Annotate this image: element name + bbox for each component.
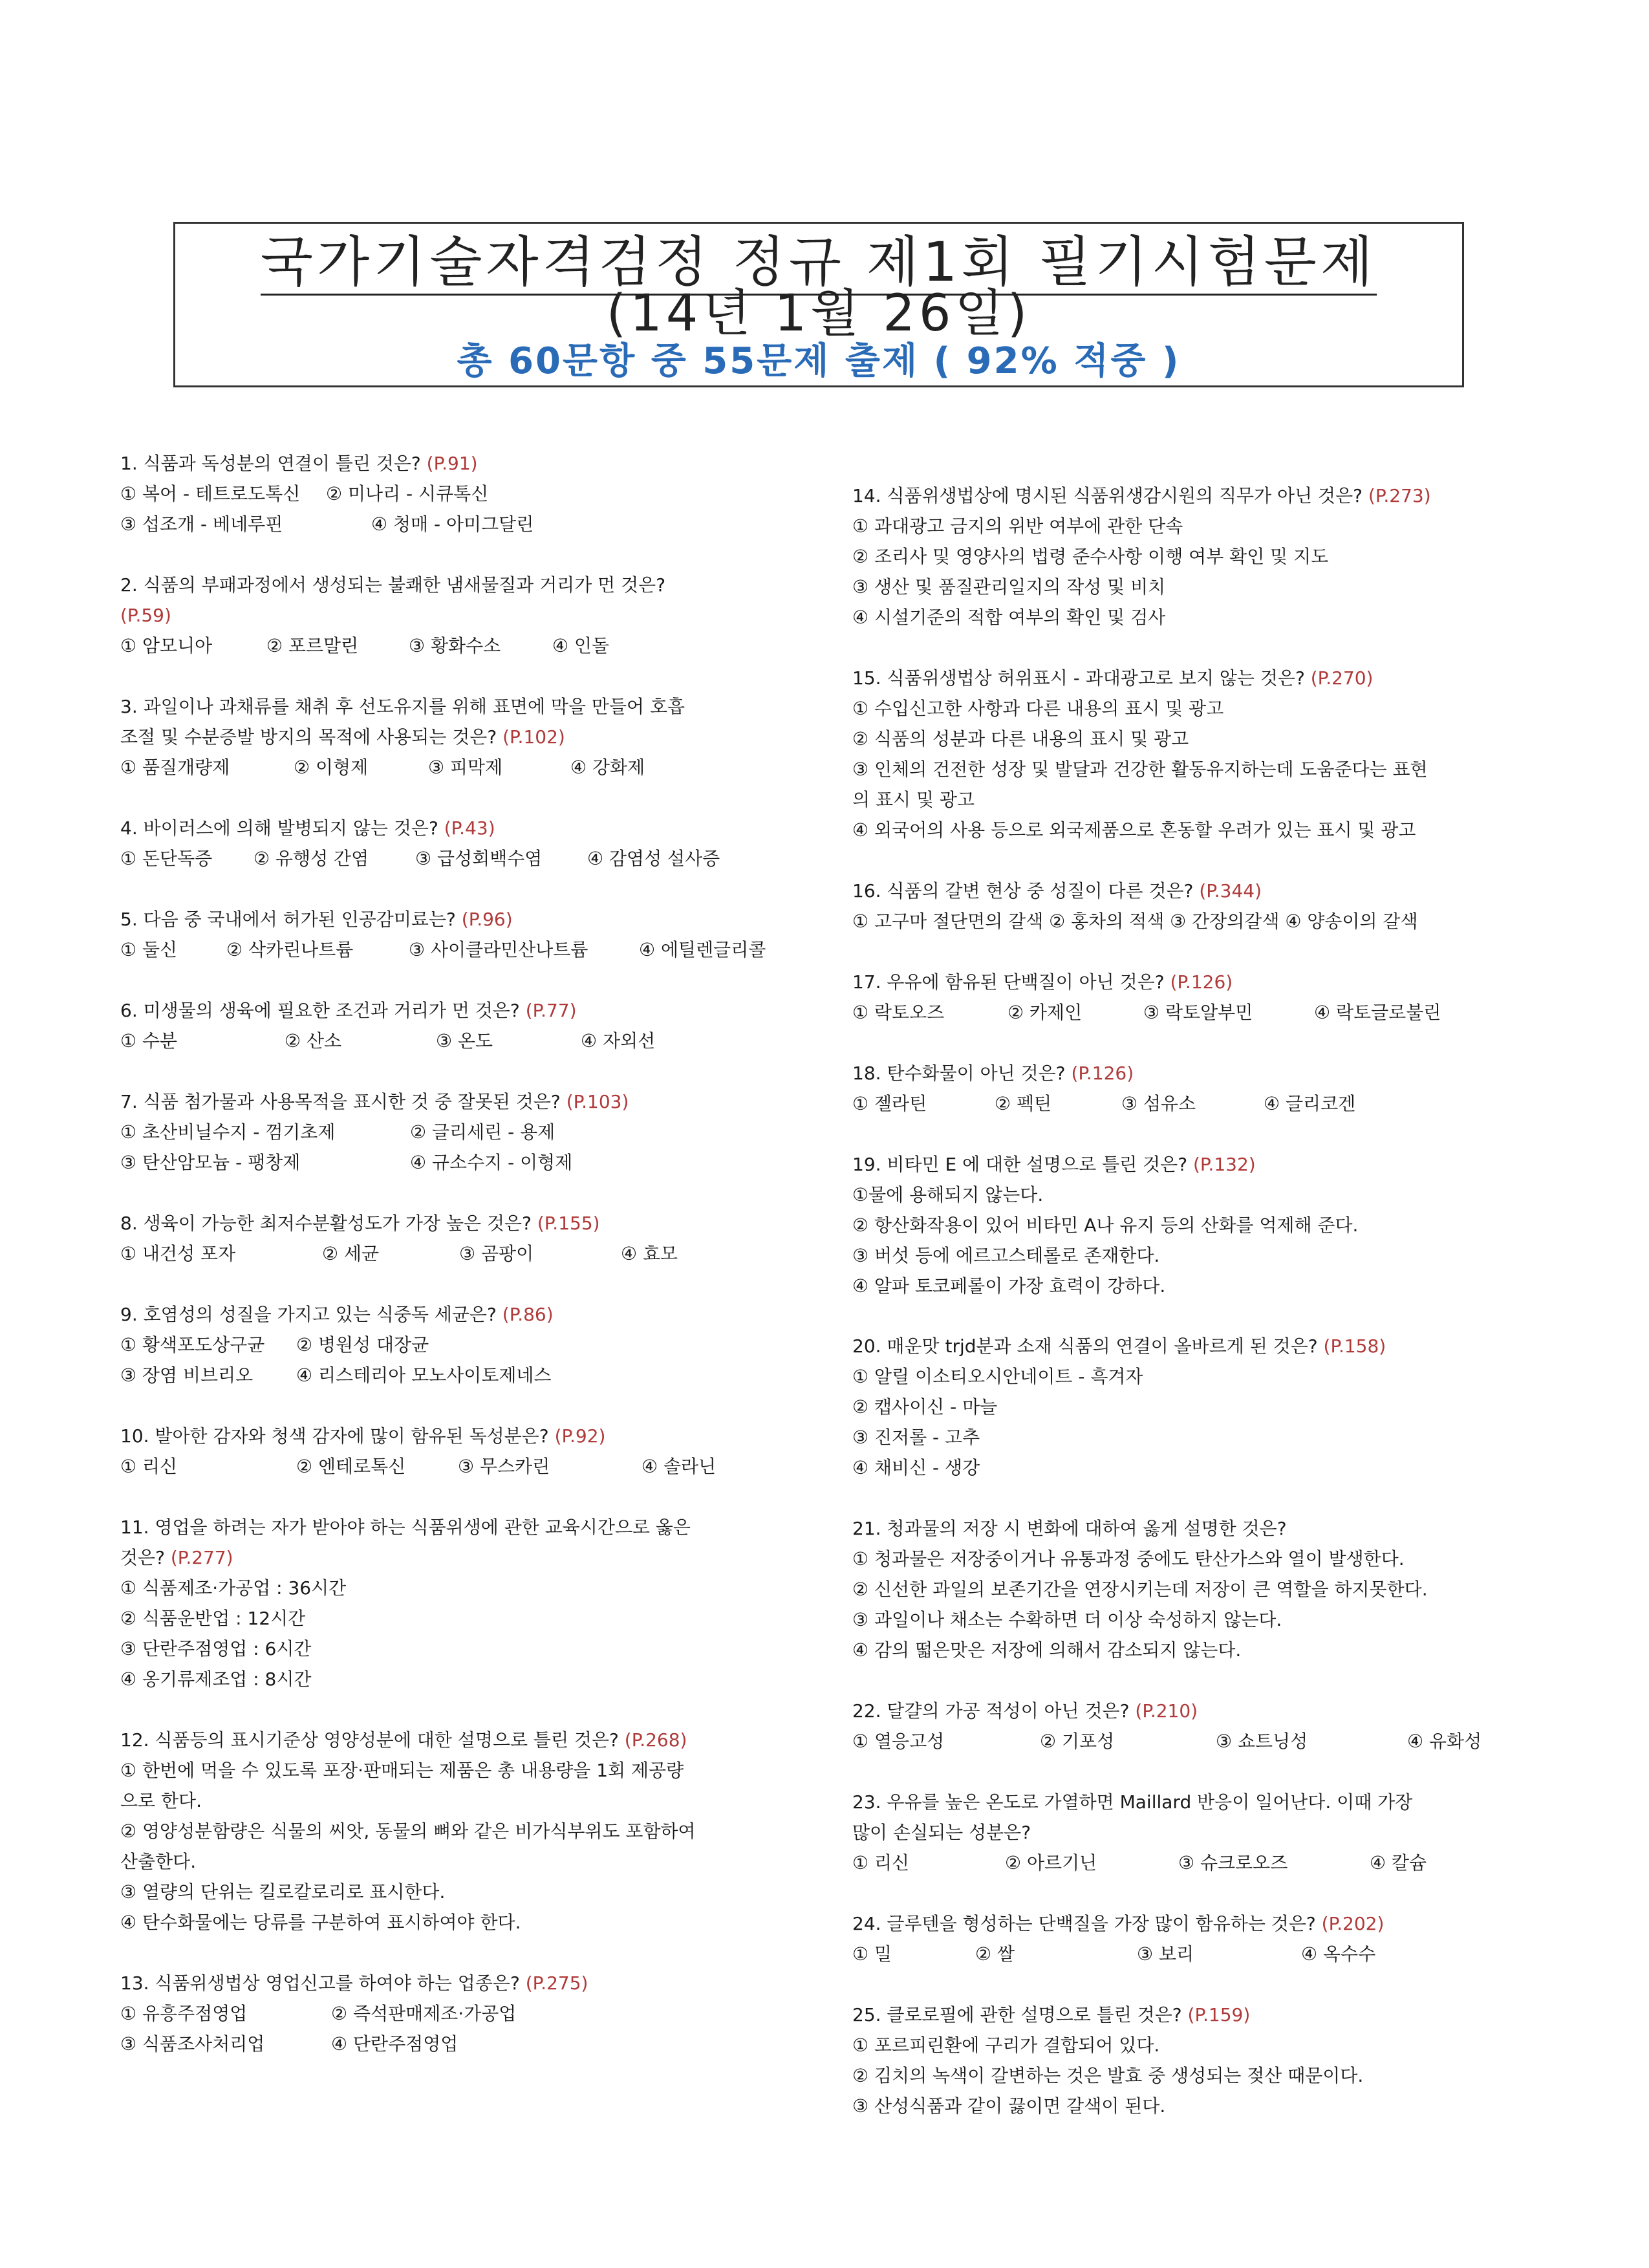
option-1: ① 식품제조·가공업 : 36시간 <box>120 1577 347 1599</box>
option-3: ③ 황화수소 <box>409 635 501 656</box>
question-text: 24. 글루텐을 형성하는 단백질을 가장 많이 함유하는 것은? <box>852 1913 1316 1934</box>
option-1: ① 유흥주점영업 <box>120 2003 248 2024</box>
option-4: ④ 외국어의 사용 등으로 외국제품으로 혼동할 우려가 있는 표시 및 광고 <box>852 819 1416 841</box>
option-2: ② 아르기닌 <box>1005 1852 1097 1874</box>
page-ref: (P.91) <box>426 453 478 474</box>
option-2: ② 캡사이신 - 마늘 <box>852 1396 998 1418</box>
page-ref: (P.270) <box>1310 667 1374 689</box>
option-3: ③ 피막제 <box>428 757 503 778</box>
option-1: ① 리신 <box>852 1852 910 1874</box>
option-2: ② 영양성분함량은 식물의 씨앗, 동물의 뼈와 같은 비가식부위도 포함하여 <box>120 1820 696 1842</box>
option-3: ③ 과일이나 채소는 수확하면 더 이상 숙성하지 않는다. <box>852 1609 1282 1630</box>
question-text: 2. 식품의 부패과정에서 생성되는 불쾌한 냄새물질과 거리가 먼 것은? <box>120 574 666 596</box>
option-2: ② 식품의 성분과 다른 내용의 표시 및 광고 <box>852 728 1189 750</box>
option-4: ④ 청매 - 아미그달린 <box>371 513 534 535</box>
page-ref: (P.96) <box>461 909 513 930</box>
exam-date: (14년 1월 26일) <box>606 285 1031 343</box>
option-1: ① 초산비닐수지 - 껌기초제 <box>120 1121 336 1143</box>
question-1 <box>120 448 799 539</box>
option-3: ③ 식품조사처리업 <box>120 2033 265 2055</box>
page-ref: (P.159) <box>1187 2004 1251 2025</box>
option-4: ④ 효모 <box>621 1243 678 1264</box>
option-2: ② 산소 <box>285 1030 342 1052</box>
question-8 <box>120 1208 799 1269</box>
option-1: ① 돈단독증 <box>120 848 213 869</box>
option-3: ③ 사이클라민산나트륨 <box>409 939 588 960</box>
question-20 <box>852 1331 1551 1483</box>
question-text: 18. 탄수화물이 아닌 것은? <box>852 1063 1066 1084</box>
option-2: ② 펙틴 <box>995 1093 1052 1114</box>
option-3: ③ 진저롤 - 고추 <box>852 1427 980 1448</box>
option-2: ② 엔테로톡신 <box>296 1456 406 1477</box>
option-4: ④ 에틸렌글리콜 <box>639 939 766 960</box>
option-4: ④ 칼슘 <box>1370 1852 1427 1874</box>
question-19 <box>852 1149 1551 1301</box>
question-text: 11. 영업을 하려는 자가 받아야 하는 식품위생에 관한 교육시간으로 옳은 <box>120 1517 691 1538</box>
option-4: ④ 채비신 - 생강 <box>852 1457 980 1478</box>
option-1: ①물에 용해되지 않는다. <box>852 1184 1044 1205</box>
option-3: ③ 락토알부민 <box>1143 1002 1253 1023</box>
option-4: ④ 감염성 설사증 <box>587 848 720 869</box>
question-7 <box>120 1086 799 1178</box>
page-ref: (P.126) <box>1071 1063 1134 1084</box>
option-1: ① 복어 - 테트로도톡신 <box>120 483 301 504</box>
option-1: ① 암모니아 <box>120 635 213 656</box>
question-22 <box>852 1696 1551 1756</box>
option-4: ④ 인돌 <box>552 635 610 656</box>
option-2: ② 삭카린나트륨 <box>226 939 354 960</box>
option-3-cont: 의 표시 및 광고 <box>852 789 975 810</box>
question-text: 21. 청과물의 저장 시 변화에 대하여 옳게 설명한 것은? <box>852 1518 1287 1539</box>
question-text: 13. 식품위생법상 영업신고를 하여야 하는 업종은? <box>120 1972 520 1994</box>
option-1: ① 과대광고 금지의 위반 여부에 관한 단속 <box>852 515 1183 537</box>
option-3: ③ 장염 비브리오 <box>120 1365 253 1386</box>
option-3: ③ 탄산암모늄 - 팽창제 <box>120 1152 301 1173</box>
options-inline: ① 고구마 절단면의 갈색 ② 홍차의 적색 ③ 간장의갈색 ④ 양송이의 갈색 <box>852 911 1418 932</box>
option-3: ③ 섭조개 - 베네루핀 <box>120 513 283 535</box>
option-1: ① 락토오즈 <box>852 1002 945 1023</box>
option-4: ④ 락토글로불린 <box>1314 1002 1441 1023</box>
option-1: ① 내건성 포자 <box>120 1243 236 1264</box>
question-text: 1. 식품과 독성분의 연결이 틀린 것은? <box>120 453 421 474</box>
question-text: 22. 달걀의 가공 적성이 아닌 것은? <box>852 1700 1130 1722</box>
option-4: ④ 알파 토코페롤이 가장 효력이 강하다. <box>852 1275 1166 1297</box>
option-1: ① 젤라틴 <box>852 1093 927 1114</box>
question-13 <box>120 1968 799 2059</box>
exam-summary: 총 60문항 중 55문제 출제 ( 92% 적중 ) <box>457 340 1181 382</box>
option-4: ④ 감의 떫은맛은 저장에 의해서 감소되지 않는다. <box>852 1639 1242 1661</box>
option-2: ② 미나리 - 시큐톡신 <box>326 483 489 504</box>
page-ref: (P.43) <box>444 817 495 839</box>
question-text: 8. 생육이 가능한 최저수분활성도가 가장 높은 것은? <box>120 1213 532 1234</box>
page-ref: (P.92) <box>554 1425 606 1447</box>
question-24 <box>852 1908 1551 1969</box>
option-3: ③ 열량의 단위는 킬로칼로리로 표시한다. <box>120 1881 446 1903</box>
question-16 <box>852 876 1551 936</box>
question-17 <box>852 967 1551 1028</box>
option-1: ① 청과물은 저장중이거나 유통과정 중에도 탄산가스와 열이 발생한다. <box>852 1548 1405 1570</box>
question-text-cont: 많이 손실되는 성분은? <box>852 1822 1031 1843</box>
option-4: ④ 시설기준의 적합 여부의 확인 및 검사 <box>852 607 1166 628</box>
option-3: ③ 쇼트닝성 <box>1216 1731 1308 1752</box>
page-ref: (P.268) <box>624 1729 687 1751</box>
option-2: ② 김치의 녹색이 갈변하는 것은 발효 중 생성되는 젖산 때문이다. <box>852 2065 1364 2086</box>
option-2: ② 항산화작용이 있어 비타민 A나 유지 등의 산화를 억제해 준다. <box>852 1215 1359 1236</box>
option-3: ③ 단란주점영업 : 6시간 <box>120 1638 312 1659</box>
question-9 <box>120 1299 799 1390</box>
option-3: ③ 생산 및 품질관리일지의 작성 및 비치 <box>852 576 1166 598</box>
option-2: ② 즉석판매제조·가공업 <box>331 2003 517 2024</box>
page-ref: (P.86) <box>502 1304 554 1325</box>
option-1: ① 둘신 <box>120 939 178 960</box>
option-1: ① 리신 <box>120 1456 178 1477</box>
option-2: ② 조리사 및 영양사의 법령 준수사항 이행 여부 확인 및 지도 <box>852 546 1329 567</box>
page-ref: (P.277) <box>170 1547 233 1568</box>
option-1: ① 황색포도상구균 <box>120 1334 265 1355</box>
option-1: ① 포르피린환에 구리가 결합되어 있다. <box>852 2035 1160 2056</box>
question-5 <box>120 904 799 965</box>
question-text: 12. 식품등의 표시기준상 영양성분에 대한 설명으로 틀린 것은? <box>120 1729 619 1751</box>
question-text: 3. 과일이나 과채류를 채취 후 선도유지를 위해 표면에 막을 만들어 호흡 <box>120 696 685 717</box>
question-text: 9. 호염성의 성질을 가지고 있는 식중독 세균은? <box>120 1304 497 1325</box>
option-4: ④ 유화성 <box>1407 1731 1482 1752</box>
option-1: ① 한번에 먹을 수 있도록 포장·판매되는 제품은 총 내용량을 1회 제공량 <box>120 1760 684 1781</box>
question-text: 7. 식품 첨가물과 사용목적을 표시한 것 중 잘못된 것은? <box>120 1091 561 1112</box>
question-text: 19. 비타민 E 에 대한 설명으로 틀린 것은? <box>852 1154 1188 1175</box>
page-ref: (P.202) <box>1321 1913 1385 1934</box>
question-text: 6. 미생물의 생육에 필요한 조건과 거리가 먼 것은? <box>120 1000 520 1021</box>
option-1: ① 밀 <box>852 1943 892 1965</box>
question-15 <box>852 663 1551 845</box>
option-2: ② 카제인 <box>1008 1002 1083 1023</box>
option-3: ③ 곰팡이 <box>459 1243 534 1264</box>
option-3: ③ 무스카린 <box>458 1456 550 1477</box>
option-2: ② 신선한 과일의 보존기간을 연장시키는데 저장이 큰 역할을 하지못한다. <box>852 1579 1428 1600</box>
option-2: ② 식품운반업 : 12시간 <box>120 1608 306 1629</box>
question-3 <box>120 691 799 783</box>
option-1: ① 수입신고한 사항과 다른 내용의 표시 및 광고 <box>852 698 1224 719</box>
option-2: ② 병원성 대장균 <box>296 1334 429 1355</box>
option-4: ④ 옥수수 <box>1301 1943 1376 1965</box>
question-text-cont: 조절 및 수분증발 방지의 목적에 사용되는 것은? <box>120 726 497 748</box>
page-ref: (P.158) <box>1323 1335 1386 1357</box>
option-2: ② 기포성 <box>1040 1731 1115 1752</box>
page-ref: (P.344) <box>1199 880 1262 902</box>
exam-title: 국가기술자격검정 정규 제1회 필기시험문제 <box>175 230 1462 294</box>
question-text: 16. 식품의 갈변 현상 중 성질이 다른 것은? <box>852 880 1194 902</box>
question-6 <box>120 995 799 1056</box>
option-4: ④ 규소수지 - 이형제 <box>410 1152 573 1173</box>
option-4: ④ 옹기류제조업 : 8시간 <box>120 1669 312 1690</box>
question-18 <box>852 1058 1551 1119</box>
option-3: ③ 슈크로오즈 <box>1178 1852 1288 1874</box>
option-1-cont: 으로 한다. <box>120 1790 202 1811</box>
question-23 <box>852 1787 1551 1878</box>
option-3: ③ 보리 <box>1137 1943 1194 1965</box>
page-ref: (P.103) <box>566 1091 629 1112</box>
question-text: 10. 발아한 감자와 청색 감자에 많이 함유된 독성분은? <box>120 1425 549 1447</box>
question-text: 5. 다음 중 국내에서 허가된 인공감미료는? <box>120 909 456 930</box>
question-4 <box>120 813 799 874</box>
option-2: ② 글리세린 - 용제 <box>410 1121 555 1143</box>
option-1: ① 품질개량제 <box>120 757 230 778</box>
option-3: ③ 급성회백수염 <box>415 848 543 869</box>
question-text: 23. 우유를 높은 온도로 가열하면 Maillard 반응이 일어난다. 이때 가장 <box>852 1791 1413 1813</box>
option-4: ④ 글리코겐 <box>1264 1093 1356 1114</box>
option-4: ④ 강화제 <box>570 757 645 778</box>
page-ref: (P.155) <box>537 1213 600 1234</box>
question-25 <box>852 2000 1551 2121</box>
page-ref: (P.59) <box>120 605 171 626</box>
option-4: ④ 자외선 <box>581 1030 656 1052</box>
option-3: ③ 온도 <box>436 1030 493 1052</box>
option-4: ④ 탄수화물에는 당류를 구분하여 표시하여야 한다. <box>120 1912 521 1933</box>
question-text-cont: 것은? <box>120 1547 165 1568</box>
header-box <box>173 222 1464 387</box>
option-2: ② 유행성 간염 <box>253 848 369 869</box>
option-2: ② 쌀 <box>975 1943 1015 1965</box>
option-4: ④ 단란주점영업 <box>331 2033 458 2055</box>
question-10 <box>120 1421 799 1482</box>
option-3: ③ 섬유소 <box>1121 1093 1196 1114</box>
question-21 <box>852 1513 1551 1665</box>
page-ref: (P.275) <box>525 1972 588 1994</box>
question-12 <box>120 1725 799 1938</box>
option-1: ① 열응고성 <box>852 1731 945 1752</box>
option-1: ① 알릴 이소티오시안네이트 - 흑겨자 <box>852 1366 1143 1387</box>
page-ref: (P.77) <box>525 1000 577 1021</box>
question-2 <box>120 570 799 661</box>
question-text: 4. 바이러스에 의해 발병되지 않는 것은? <box>120 817 438 839</box>
question-11 <box>120 1512 799 1694</box>
option-2-cont: 산출한다. <box>120 1851 197 1872</box>
option-3: ③ 인체의 건전한 성장 및 발달과 건강한 활동유지하는데 도움준다는 표현 <box>852 759 1428 780</box>
option-2: ② 세균 <box>322 1243 380 1264</box>
option-2: ② 이형제 <box>294 757 369 778</box>
question-text: 25. 클로로필에 관한 설명으로 틀린 것은? <box>852 2004 1182 2025</box>
page-ref: (P.102) <box>502 726 565 748</box>
option-1: ① 수분 <box>120 1030 178 1052</box>
question-text: 20. 매운맛 trjd분과 소재 식품의 연결이 올바르게 된 것은? <box>852 1335 1318 1357</box>
option-4: ④ 리스테리아 모노사이토제네스 <box>296 1365 552 1386</box>
option-3: ③ 산성식품과 같이 끓이면 갈색이 된다. <box>852 2095 1166 2117</box>
page-ref: (P.273) <box>1368 485 1431 506</box>
question-text: 17. 우유에 함유된 단백질이 아닌 것은? <box>852 971 1165 993</box>
option-4: ④ 솔라닌 <box>641 1456 717 1477</box>
page-ref: (P.132) <box>1192 1154 1256 1175</box>
question-14 <box>852 481 1551 632</box>
option-2: ② 포르말린 <box>266 635 359 656</box>
page-ref: (P.210) <box>1135 1700 1198 1722</box>
question-text: 14. 식품위생법상에 명시된 식품위생감시원의 직무가 아닌 것은? <box>852 485 1363 506</box>
option-3: ③ 버섯 등에 에르고스테롤로 존재한다. <box>852 1245 1160 1266</box>
question-text: 15. 식품위생법상 허위표시 - 과대광고로 보지 않는 것은? <box>852 667 1305 689</box>
page-ref: (P.126) <box>1170 971 1233 993</box>
